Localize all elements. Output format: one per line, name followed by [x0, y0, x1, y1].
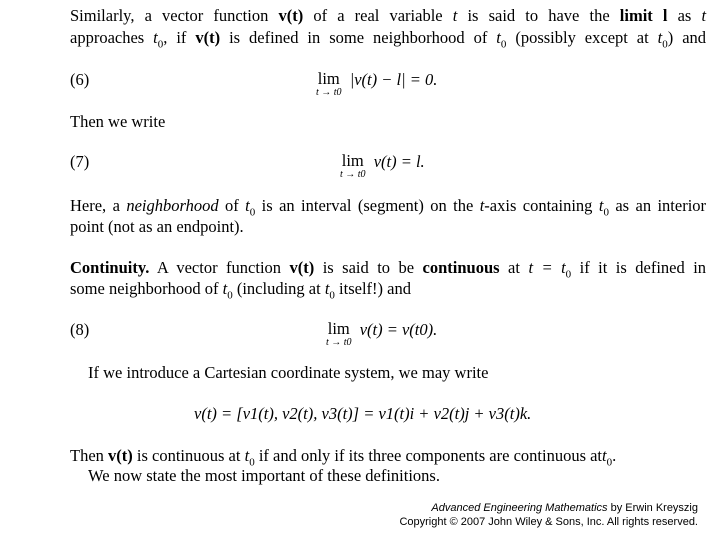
text: , if	[163, 28, 187, 47]
text: if and only if its three components are continuous at	[258, 446, 603, 465]
text: is said to be	[322, 258, 415, 277]
term-limit: limit l	[619, 6, 668, 25]
text: itself!) and	[339, 279, 411, 298]
text: Here, a	[70, 196, 120, 215]
text: Then	[70, 446, 104, 465]
term-neighborhood: neighborhood	[126, 196, 219, 215]
math-sub: 0	[329, 289, 335, 302]
lim-subscript: t → t0	[340, 169, 366, 180]
paragraph-continuity-line-1	[70, 258, 707, 281]
text: some neighborhood of	[70, 279, 219, 298]
equation-number-6: (6)	[70, 70, 90, 89]
equation-6	[316, 70, 437, 98]
text: as an interior	[615, 196, 707, 215]
math-sub: 0	[500, 38, 507, 51]
math-sub: 0	[249, 206, 256, 219]
text: is continuous at	[136, 446, 241, 465]
math-var: t	[657, 28, 663, 47]
math-sub: 0	[249, 456, 255, 469]
math-var: t	[479, 196, 485, 215]
footer-copyright: Copyright © 2007 John Wiley & Sons, Inc. All rights reserved.	[399, 516, 698, 528]
math-var: t	[324, 279, 330, 298]
math-var: t	[222, 279, 228, 298]
lim-word: lim	[317, 69, 340, 88]
math-var: t	[598, 196, 604, 215]
paragraph-neighborhood-line-1	[70, 196, 707, 219]
cartesian-intro: If we introduce a Cartesian coordinate system, we may write	[88, 363, 489, 382]
math-var: t	[701, 6, 707, 25]
equation-cartesian: v(t) = [v1(t), v2(t), v3(t)] = v1(t)i + v2(t)j + v3(t)k.	[194, 404, 532, 423]
footer-book-credit	[431, 501, 698, 515]
math-var: t	[452, 6, 458, 25]
text: A vector function	[156, 258, 282, 277]
text: -axis containing	[484, 196, 593, 215]
paragraph-components-line-2: We now state the most important of these definitions.	[88, 466, 440, 485]
lim-subscript: t → t0	[316, 87, 342, 98]
text: (including at	[236, 279, 321, 298]
footer-author: by Erwin Kreyszig	[610, 502, 698, 514]
math-var: t	[245, 196, 250, 215]
paragraph-limit-line-1	[70, 6, 706, 26]
limit-operator	[326, 320, 352, 348]
math-var: t	[602, 446, 607, 465]
equation-7	[340, 152, 425, 180]
text: (possibly except at	[515, 28, 649, 47]
paragraph-continuity-line-2	[70, 279, 706, 302]
equation-body: v(t) = v(t0).	[359, 320, 438, 339]
footer-book-title: Advanced Engineering Mathematics	[431, 502, 608, 514]
math-var: t	[244, 446, 250, 465]
equation-body: |v(t) − l| = 0.	[349, 70, 438, 89]
text: of a real variable	[313, 6, 443, 25]
text: is defined in some neighborhood of	[229, 28, 488, 47]
math-sub: 0	[565, 268, 572, 281]
text: is an interval (segment) on the	[261, 196, 474, 215]
text: approaches	[70, 28, 145, 47]
lim-word: lim	[327, 319, 350, 338]
equation-number-8: (8)	[70, 320, 90, 339]
text: Similarly, a vector function	[70, 6, 269, 25]
math-var: t	[153, 28, 158, 47]
paragraph-limit-line-2	[70, 28, 707, 51]
term-continuity-heading: Continuity.	[70, 258, 150, 277]
lim-word: lim	[341, 151, 364, 170]
math-sub: 0	[662, 38, 668, 51]
lim-subscript: t → t0	[326, 337, 352, 348]
text: .	[612, 446, 617, 465]
text: of	[225, 196, 239, 215]
text: ) and	[667, 28, 707, 47]
then-we-write: Then we write	[70, 112, 166, 131]
math-expr: t = t	[528, 258, 566, 277]
math-sub: 0	[606, 456, 613, 469]
equation-number-7: (7)	[70, 152, 90, 171]
paragraph-neighborhood-line-2: point (not as an endpoint).	[70, 217, 244, 236]
equation-8	[326, 320, 437, 348]
math-var: t	[496, 28, 501, 47]
limit-operator	[340, 152, 366, 180]
math-vector: v(t)	[289, 258, 315, 277]
math-vector: v(t)	[108, 446, 133, 465]
math-vector: v(t)	[195, 28, 221, 47]
math-sub: 0	[157, 38, 164, 51]
text: is said to have the	[467, 6, 610, 25]
term-continuous: continuous	[422, 258, 500, 277]
text: as	[677, 6, 692, 25]
equation-body: v(t) = l.	[373, 152, 425, 171]
limit-operator	[316, 70, 342, 98]
math-sub: 0	[227, 289, 233, 302]
paragraph-components-line-1	[70, 446, 706, 469]
math-sub: 0	[603, 206, 609, 219]
text: at	[508, 258, 520, 277]
text: if it is defined in	[579, 258, 707, 277]
math-vector: v(t)	[278, 6, 304, 25]
